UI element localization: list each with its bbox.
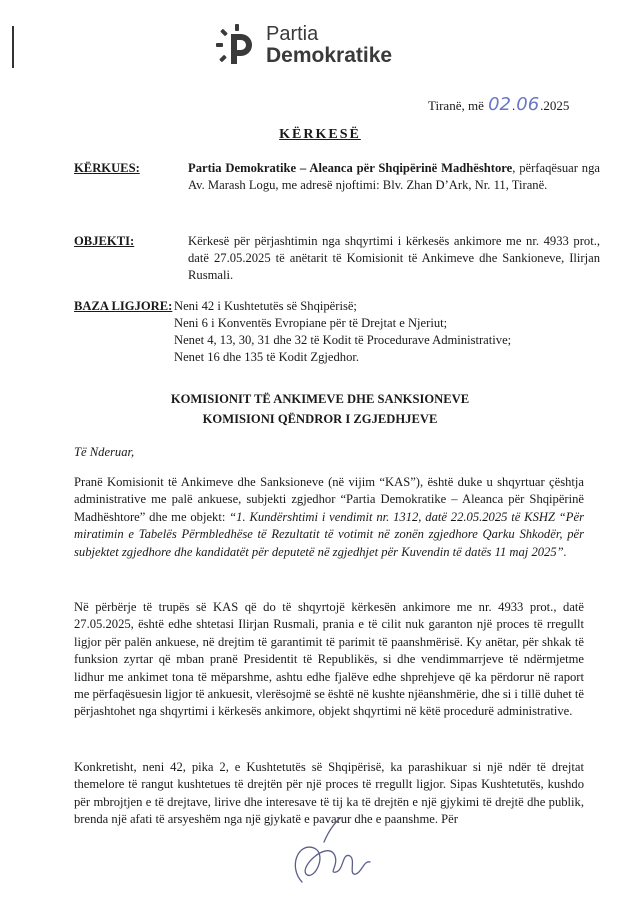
party-logo <box>214 22 392 68</box>
signature <box>284 812 384 902</box>
corner-mark <box>12 26 14 68</box>
field-kerkues <box>74 160 600 194</box>
party-logo-icon <box>214 22 260 68</box>
date-separator: . <box>512 98 516 113</box>
handwritten-month: 06 <box>516 94 540 115</box>
paragraph-2: Në përbërje të trupës së KAS që do të shqyrtojë kërkesën ankimore me nr. 4933 prot., datë 27.05.2025, është edhe shtetasi Ilirjan Rusmali, prania e të cilit nuk garanton një proces të rregullt ligjor për palën ankuese, në drejtim të garantimit të parimit të paanshmërisë. Ky anëtar, për shkak të funksion zyrtar që mban pranë Presidentit të Republikës, si dhe vendimmarrjeve të ndërmjetme lidhur me ankimet tona të mëparshme, ashtu edhe fjalëve edhe shprehjeve që ka përdorur në raport me përfaqësuesin ligjor të ankuesit, vlerësojmë se është në kushte njëanshmërie, dhe si i tillë duhet të përjashtohet nga shqyrtimi i kërkesës ankimore, objekt shqyrtimi në këtë procedurë administrative. <box>74 600 584 719</box>
paragraph-1-text: Pranë Komisionit të Ankimeve dhe Sanksioneve (në vijim “KAS”), është duke u shqyrtuar çështja administrative me palë ankuese, subjekti zgjedhor “Partia Demokratike – Aleanca për Shqipërinë Madhështore” dhe me objekt: <box>74 475 584 524</box>
paragraph-3: Konkretisht, neni 42, pika 2, e Kushtetutës së Shqipërisë, ka parashikuar si një ndër të drejtat themelore të rangut kushtetues të drejtën për një proces të rregullt ligjor. Sipas Kushtetutës, kushdo për mbrojtjen e të drejtave, lirive dhe interesave të tij ka të drejtën e një gjykimi të drejtë dhe publik, brenda një afati të arsyeshëm nga një gjykatë e pavarur dhe e paanshme. Për <box>74 760 584 827</box>
addressee-line-2: KOMISIONI QËNDROR I ZGJEDHJEVE <box>202 412 438 426</box>
baza-label: BAZA LIGJORE: <box>74 299 173 313</box>
field-objekti <box>74 233 600 284</box>
document-date <box>428 94 569 115</box>
objekti-value: Kërkesë për përjashtimin nga shqyrtimi i kërkesës ankimore me nr. 4933 prot., datë 27.05.2025 të anëtarit të Komisionit të Ankimeve dhe Sankioneve, Ilirjan Rusmali. <box>188 234 600 282</box>
baza-line: Neni 42 i Kushtetutës së Shqipërisë; <box>174 299 357 313</box>
paragraph-1-object: “1. Kundërshtimi i vendimit nr. 1312, datë 22.05.2025 të KSHZ “Për miratimin e Tabelës Përmbledhëse të Rezultatit të votimit në zonën zgjedhore Qarku Shkodër, për subjektet zgjedhore dhe kandidatët për deputetë në zgjedhjet për Kuvendin të datës 11 maj 2025”. <box>74 509 584 559</box>
addressee-line-1: KOMISIONIT TË ANKIMEVE DHE SANKSIONEVE <box>170 392 470 406</box>
date-prefix: Tiranë, më <box>428 98 484 113</box>
field-baza-ligjore <box>74 298 600 366</box>
addressee <box>0 389 640 429</box>
document-title <box>0 127 640 143</box>
salutation: Të Nderuar, <box>74 445 135 459</box>
kerkues-label: KËRKUES: <box>74 161 140 175</box>
logo-line-2: Demokratike <box>266 44 393 67</box>
document-title-text: KËRKESË <box>279 127 361 142</box>
baza-line: Neni 6 i Konventës Evropiane për të Drejtat e Njeriut; <box>174 316 448 330</box>
paragraph-1 <box>74 474 584 561</box>
baza-list <box>174 298 600 366</box>
kerkues-value <box>188 160 600 194</box>
date-year: .2025 <box>540 98 570 113</box>
objekti-label: OBJEKTI: <box>74 234 135 248</box>
logo-line-1: Partia <box>266 23 319 45</box>
baza-line: Nenet 16 dhe 135 të Kodit Zgjedhor. <box>174 350 360 364</box>
kerkues-details: , përfaqësuar nga Av. Marash Logu, me adresë njoftimi: Blv. Zhan D’Ark, Nr. 11, Tiranë. <box>188 161 600 192</box>
baza-line: Nenet 4, 13, 30, 31 dhe 32 të Kodit të Procedurave Administrative; <box>174 333 512 347</box>
handwritten-day: 02 <box>488 94 512 115</box>
kerkues-party: Partia Demokratike – Aleanca për Shqipërinë Madhështore <box>188 161 513 175</box>
